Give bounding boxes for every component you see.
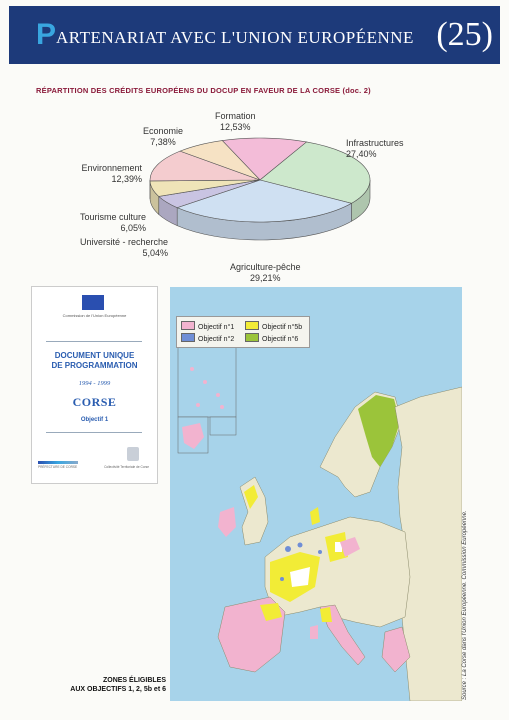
legend-swatch <box>181 321 195 330</box>
cover-objective: Objectif 1 <box>80 417 109 423</box>
cover-years: 1994 - 1999 <box>78 380 111 387</box>
page-header <box>9 6 500 64</box>
source-note: Source : La Corse dans l'Union Européenne. Commission Européenne. <box>462 510 468 700</box>
pie-label-formation: Formation 12,53% <box>215 111 256 132</box>
europe-eligible-zones-map <box>170 287 462 701</box>
pie-label-universite: Université - recherche 5,04% <box>79 237 168 258</box>
map-legend <box>176 316 310 348</box>
prefecture-label: PRÉFECTURE DE CORSE <box>38 465 78 469</box>
pie-label-economie: Economie 7,38% <box>142 126 184 147</box>
divider <box>46 432 142 433</box>
collectivite-label: Collectivité Territoriale de Corse <box>104 465 149 469</box>
legend-swatch <box>245 333 259 342</box>
eu-flag-icon <box>82 295 104 310</box>
legend-item: Objectif n°6 <box>245 333 298 343</box>
cover-title: DOCUMENT UNIQUE DE PROGRAMMATION <box>51 351 138 370</box>
page-number: (25) <box>436 16 493 53</box>
section-title: ARTENARIAT AVEC L'UNION EUROPÉENNE <box>56 28 414 47</box>
corsica-emblem-icon <box>127 447 139 461</box>
legend-item: Objectif n°5b <box>245 321 302 331</box>
legend-swatch <box>245 321 259 330</box>
section-initial: P <box>36 18 57 51</box>
prefecture-logo-icon <box>38 461 78 464</box>
cover-region: CORSE <box>72 395 117 409</box>
legend-item: Objectif n°2 <box>181 333 234 343</box>
legend-swatch <box>181 333 195 342</box>
legend-item: Objectif n°1 <box>181 321 234 331</box>
map-caption: ZONES ÉLIGIBLES AUX OBJECTIFS 1, 2, 5b et 6 <box>70 677 166 693</box>
commission-label: Commission de l'Union Européenne <box>62 313 127 318</box>
divider <box>46 341 142 342</box>
docup-cover <box>31 286 158 484</box>
pie-label-environnement: Environnement 12,39% <box>81 163 142 184</box>
chart-heading: RÉPARTITION DES CRÉDITS EUROPÉENS DU DOCUP EN FAVEUR DE LA CORSE (doc. 2) <box>36 86 371 95</box>
pie-label-agriculture: Agriculture-pêche 29,21% <box>230 262 301 283</box>
pie-label-tourisme: Tourisme culture 6,05% <box>79 212 146 233</box>
pie-label-infrastructures: Infrastructures 27,40% <box>346 138 404 159</box>
